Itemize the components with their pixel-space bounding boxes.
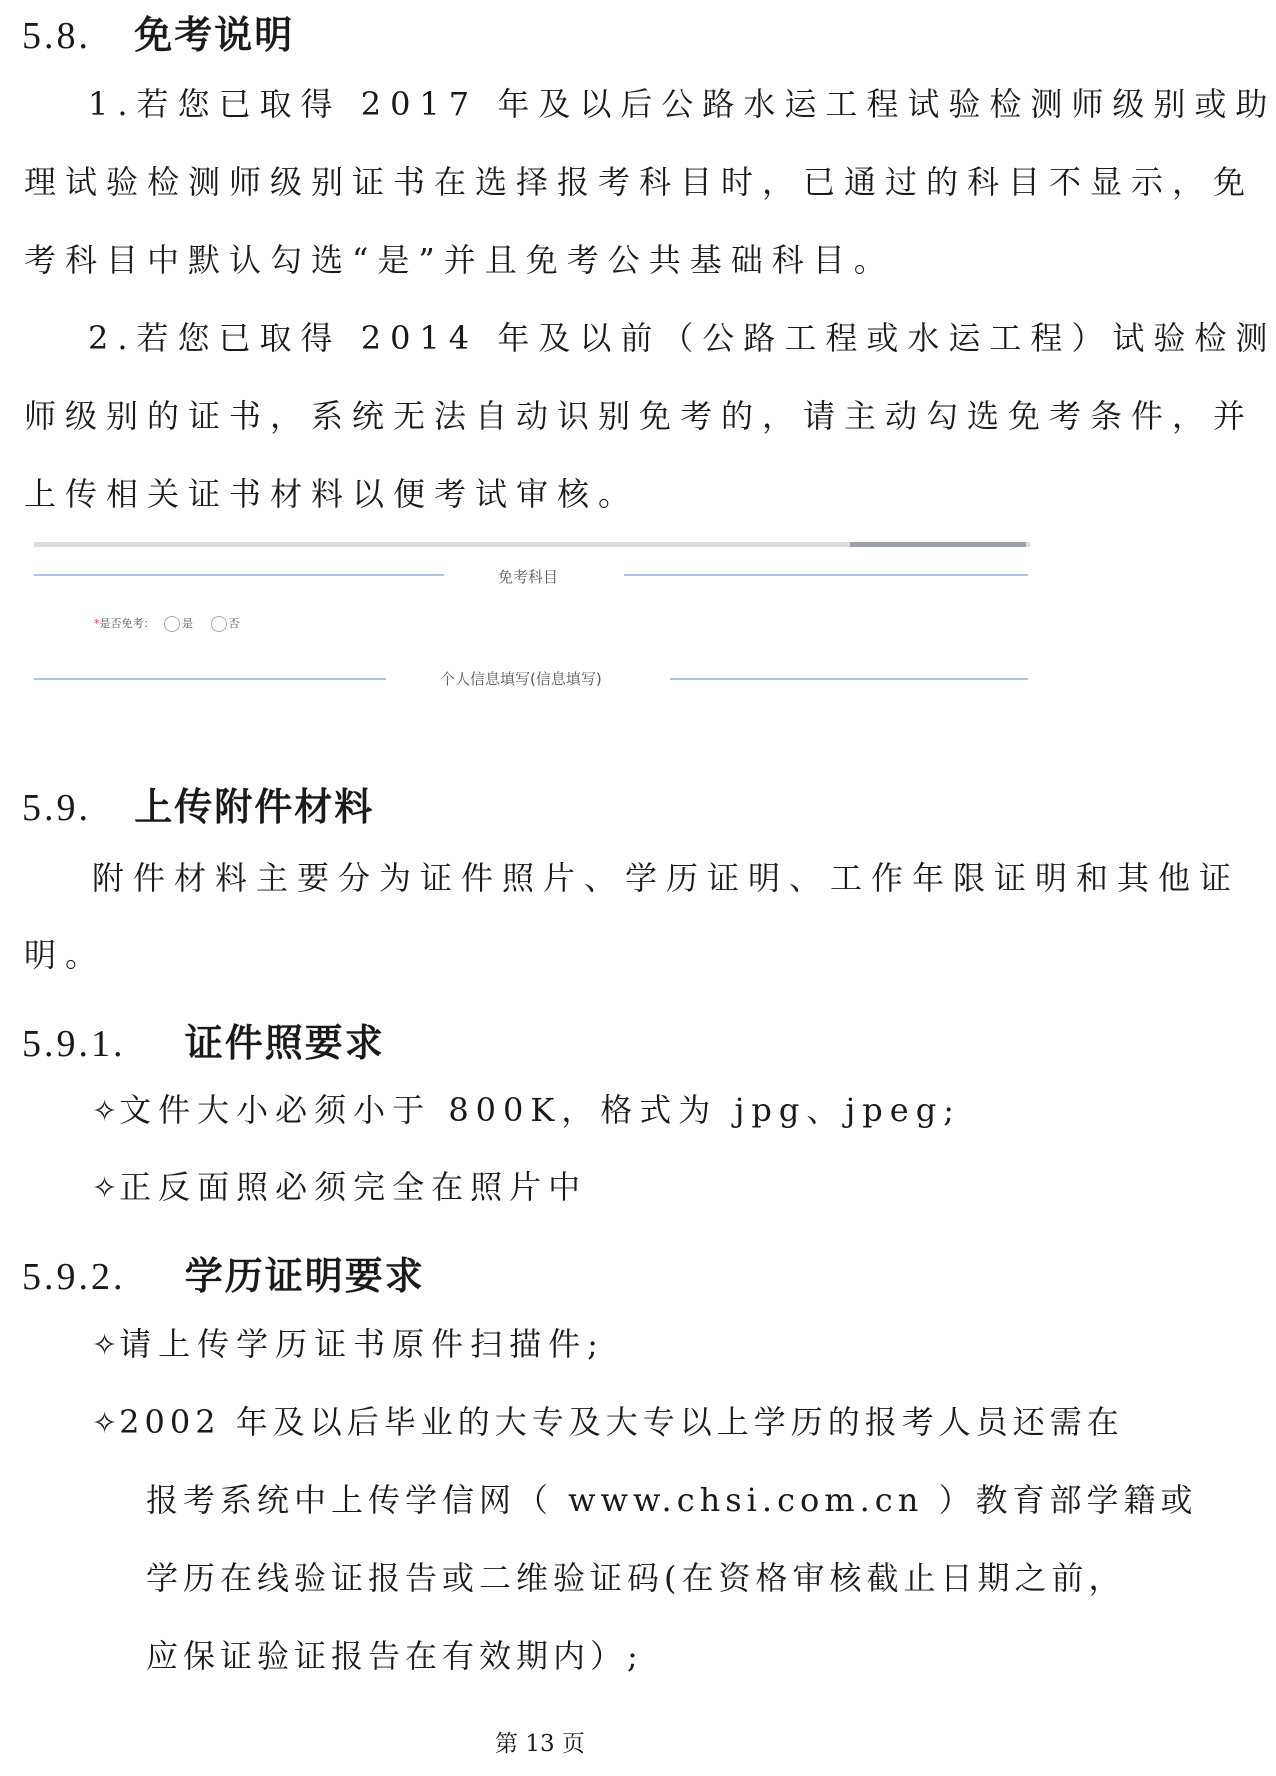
paragraph-line: 2.若您已取得 2014 年及以前（公路工程或水运工程）试验检测 bbox=[88, 319, 1276, 357]
bullet-item bbox=[92, 1324, 605, 1366]
radio-no-label: 否 bbox=[228, 617, 240, 630]
bullet-star-icon: ✧ bbox=[92, 1406, 118, 1441]
section-title: 学历证明要求 bbox=[184, 1253, 425, 1298]
section-divider bbox=[34, 574, 444, 576]
section-title: 免考说明 bbox=[134, 12, 295, 57]
bullet-star-icon: ✧ bbox=[92, 1328, 118, 1363]
section-divider bbox=[624, 574, 1028, 576]
radio-no[interactable] bbox=[211, 616, 227, 632]
bullet-continuation: 学历在线验证报告或二维验证码(在资格审核截止日期之前， bbox=[146, 1559, 1126, 1597]
exempt-section-title: 免考科目 bbox=[498, 568, 559, 586]
radio-yes[interactable] bbox=[164, 616, 180, 632]
paragraph-line: 上传相关证书材料以便考试审核。 bbox=[24, 475, 640, 513]
section-number: 5.8. bbox=[22, 15, 91, 57]
exempt-label: 是否免考： bbox=[99, 617, 155, 630]
bullet-text: 请上传学历证书原件扫描件; bbox=[119, 1325, 605, 1363]
bullet-star-icon: ✧ bbox=[92, 1094, 118, 1129]
bullet-continuation: 报考系统中上传学信网（ www.chsi.com.cn ）教育部学籍或 bbox=[146, 1481, 1198, 1519]
section-divider bbox=[670, 678, 1028, 680]
paragraph-line: 明。 bbox=[24, 936, 107, 974]
paragraph-line: 师级别的证书，系统无法自动识别免考的，请主动勾选免考条件，并 bbox=[24, 397, 1255, 435]
section-number: 5.9.2. bbox=[22, 1256, 126, 1298]
exam-exemption-screenshot bbox=[30, 542, 1030, 694]
section-number: 5.9.1. bbox=[22, 1023, 126, 1065]
bullet-item bbox=[92, 1402, 1124, 1444]
section-heading-5-9-2 bbox=[22, 1245, 425, 1300]
paragraph-line: 附件材料主要分为证件照片、学历证明、工作年限证明和其他证 bbox=[92, 859, 1241, 897]
section-heading-5-8 bbox=[22, 4, 294, 59]
bullet-item bbox=[92, 1090, 961, 1132]
required-mark: * bbox=[94, 617, 100, 630]
bullet-text: 文件大小必须小于 800K，格式为 jpg、jpeg; bbox=[119, 1091, 961, 1129]
exempt-question-row bbox=[94, 615, 240, 632]
radio-yes-label: 是 bbox=[182, 617, 193, 630]
paragraph-line: 1.若您已取得 2017 年及以后公路水运工程试验检测师级别或助 bbox=[88, 85, 1276, 123]
paragraph-line: 考科目中默认勾选“是”并且免考公共基础科目。 bbox=[24, 241, 895, 279]
section-heading-5-9-1 bbox=[22, 1012, 385, 1067]
personal-info-section-title: 个人信息填写(信息填写) bbox=[440, 670, 602, 688]
screenshot-top-border-dark bbox=[850, 542, 1026, 547]
bullet-item bbox=[92, 1167, 587, 1209]
section-title: 证件照要求 bbox=[184, 1020, 385, 1065]
bullet-text: 正反面照必须完全在照片中 bbox=[119, 1168, 588, 1206]
bullet-text: 2002 年及以后毕业的大专及大专以上学历的报考人员还需在 bbox=[119, 1403, 1124, 1441]
page-number: 第 13 页 bbox=[495, 1731, 585, 1757]
paragraph-line: 理试验检测师级别证书在选择报考科目时，已通过的科目不显示，免 bbox=[24, 163, 1255, 201]
bullet-continuation: 应保证验证报告在有效期内）; bbox=[146, 1637, 643, 1675]
section-heading-5-9 bbox=[22, 776, 374, 831]
section-divider bbox=[34, 678, 386, 680]
section-number: 5.9. bbox=[22, 787, 91, 829]
section-title: 上传附件材料 bbox=[134, 784, 375, 829]
bullet-star-icon: ✧ bbox=[92, 1171, 118, 1206]
